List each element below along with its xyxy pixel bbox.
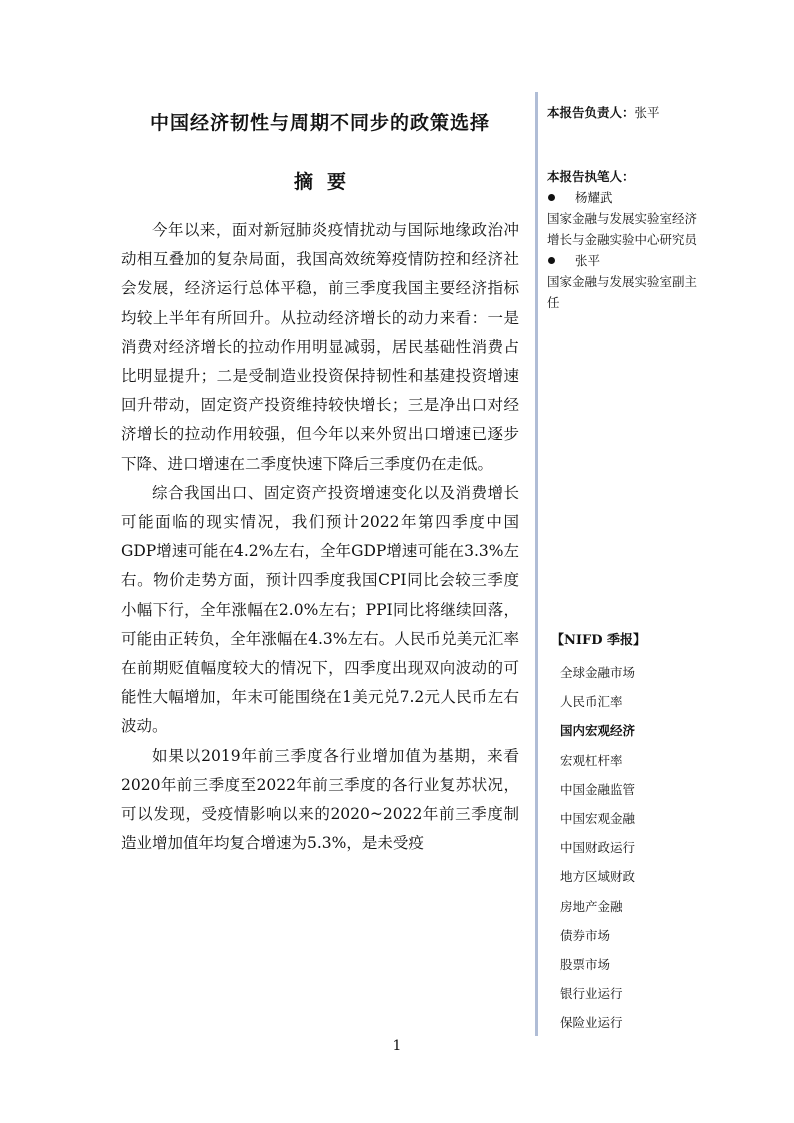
writers-label: 本报告执笔人： xyxy=(547,169,635,184)
article-title: 中国经济韧性与周期不同步的政策选择 xyxy=(149,112,490,134)
paragraph: 综合我国出口、固定资产投资增速变化以及消费增长可能面临的现实情况，我们预计2022年第四季度中国GDP增速可能在4.2%左右，全年GDP增速可能在3.3%左右。物价走势方面，预计四季度我国CPI同比会较三季度小幅下行，全年涨幅在2.0%左右；PPI同比将继续回落，可能由正转负，全年涨幅在4.3%左右。人民币兑美元汇率在前期贬值幅度较大的情况下，四季度出现双向波动的可能性大幅增加，年末可能围绕在1美元兑7.2元人民币左右波动。 xyxy=(121,483,519,736)
writer-affiliation: 国家金融与发展实验室经济增长与金融实验中心研究员 xyxy=(547,211,698,247)
nifd-item-local-fiscal[interactable]: 地方区域财政 xyxy=(560,869,636,885)
paragraph: 如果以2019年前三季度各行业增加值为基期，来看2020年前三季度至2022年前三季度的各行业复苏状况，可以发现，受疫情影响以来的2020~2022年前三季度制造业增加值年均复合增速为5.3%，是未受疫 xyxy=(121,746,519,853)
nifd-item-macro-finance[interactable]: 中国宏观金融 xyxy=(560,810,636,826)
nifd-item-insurance[interactable]: 保险业运行 xyxy=(560,1015,623,1031)
report-responsible xyxy=(547,102,700,123)
paragraph: 今年以来，面对新冠肺炎疫情扰动与国际地缘政治冲动相互叠加的复杂局面，我国高效统筹疫情防控和经济社会发展，经济运行总体平稳，前三季度我国主要经济指标均较上半年有所回升。从拉动经济增长的动力来看：一是消费对经济增长的拉动作用明显减弱，居民基础性消费占比明显提升；二是受制造业投资保持韧性和基建投资增速回升带动，固定资产投资维持较快增长；三是净出口对经济增长的拉动作用较强，但今年以来外贸出口增速已逐步下降、进口增速在二季度快速下降后三季度仍在走低。 xyxy=(121,221,519,473)
nifd-item-fiscal-operation[interactable]: 中国财政运行 xyxy=(560,840,636,856)
article-body xyxy=(121,98,519,858)
nifd-item-stock-market[interactable]: 股票市场 xyxy=(560,956,611,972)
abstract-heading: 摘要 xyxy=(293,171,360,193)
nifd-item-domestic-macro-economy[interactable]: 国内宏观经济 xyxy=(560,723,636,739)
bullet-icon xyxy=(548,257,555,264)
page-number: 1 xyxy=(392,1038,402,1054)
nifd-item-macro-leverage[interactable]: 宏观杠杆率 xyxy=(560,752,623,768)
abstract-text xyxy=(121,216,519,858)
nifd-item-bond-market[interactable]: 债券市场 xyxy=(560,927,611,943)
writer-name: 杨耀武 xyxy=(575,190,613,205)
bullet-icon xyxy=(548,194,555,201)
nifd-report-list xyxy=(547,630,697,1042)
responsible-name: 张平 xyxy=(634,105,660,120)
nifd-item-global-financial-market[interactable]: 全球金融市场 xyxy=(560,665,636,680)
report-sidebar xyxy=(535,92,700,1036)
writer-entry xyxy=(547,187,700,250)
writer-name: 张平 xyxy=(575,253,601,268)
nifd-item-banking[interactable]: 银行业运行 xyxy=(560,986,623,1002)
writer-affiliation: 国家金融与发展实验室副主任 xyxy=(547,274,698,310)
writer-entry xyxy=(547,250,700,313)
responsible-label: 本报告负责人： xyxy=(547,105,635,120)
nifd-title: 【NIFD 季报】 xyxy=(551,633,646,648)
nifd-item-financial-regulation[interactable]: 中国金融监管 xyxy=(560,781,636,797)
nifd-item-rmb-exchange-rate[interactable]: 人民币汇率 xyxy=(560,694,623,710)
nifd-item-real-estate-finance[interactable]: 房地产金融 xyxy=(560,898,623,914)
